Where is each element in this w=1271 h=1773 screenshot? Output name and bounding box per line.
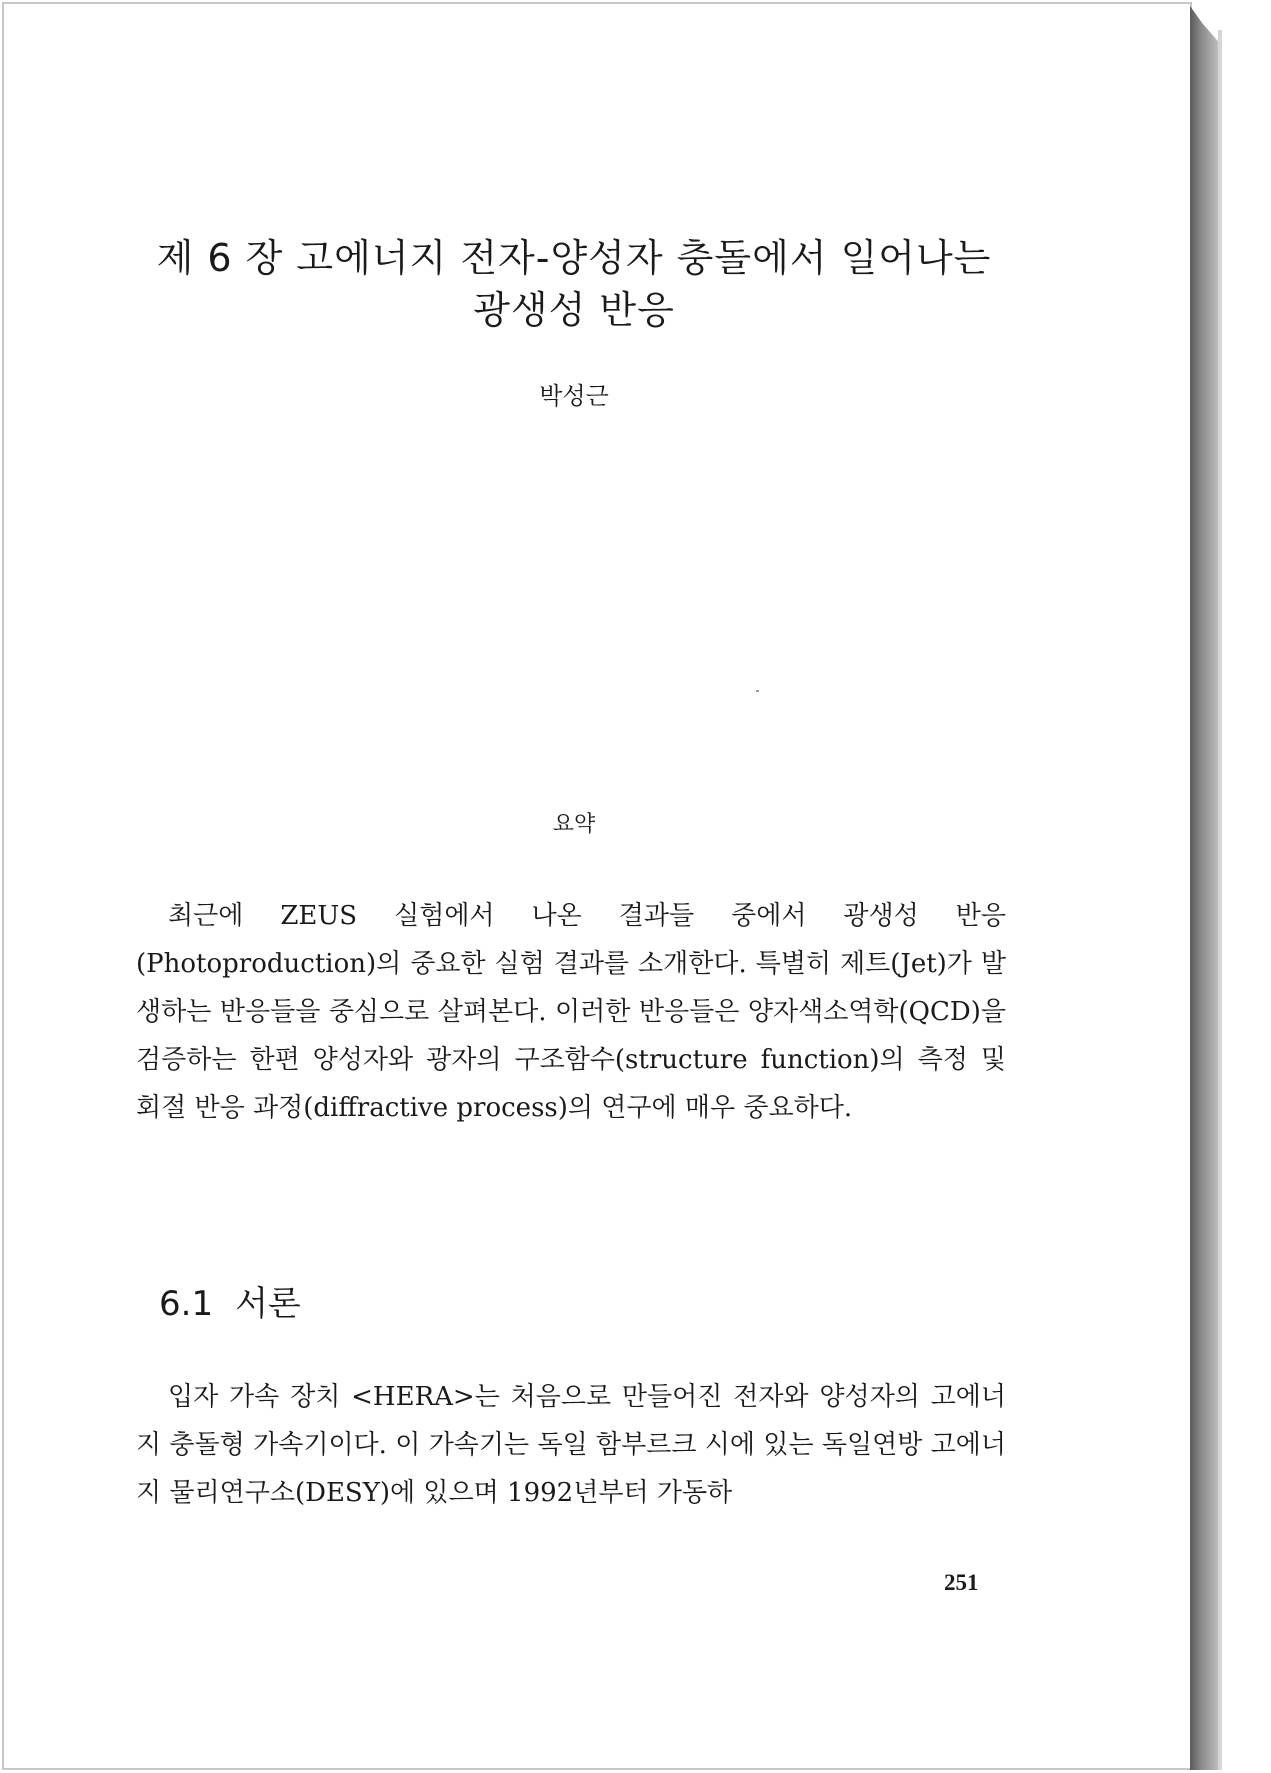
- scan-speck: [756, 690, 759, 692]
- chapter-title-line-1: 제 6 장 고에너지 전자-양성자 충돌에서 일어나는: [156, 236, 992, 280]
- page-number: 251: [944, 1570, 979, 1595]
- intro-paragraph: 입자 가속 장치 <HERA>는 처음으로 만들어진 전자와 양성자의 고에너지 충돌형 가속기이다. 이 가속기는 독일 함부르크 시에 있는 독일연방 고에너지 물리연구소(DESY)에 있으며 1992년부터 가동하: [136, 1382, 1006, 1508]
- abstract-paragraph: 최근에 ZEUS 실험에서 나온 결과들 중에서 광생성 반응(Photoproduction)의 중요한 실험 결과를 소개한다. 특별히 제트(Jet)가 발생하는 반응들을 중심으로 살펴본다. 이러한 반응들은 양자색소역학(QCD)을 검증하는 한편 양성자와 광자의 구조함수(structure function)의 측정 및 회절 반응 과정(diffractive process)의 연구에 매우 중요하다.: [136, 901, 1006, 1123]
- chapter-title-line-2: 광생성 반응: [473, 288, 675, 332]
- page-edge-shadow: [1190, 6, 1218, 1770]
- book-page: [2, 2, 1192, 1770]
- section-title: 서론: [235, 1284, 301, 1324]
- page-edge-highlight: [1218, 30, 1222, 1770]
- abstract-heading: 요약: [552, 812, 596, 837]
- section-heading: [159, 1276, 301, 1325]
- chapter-title: [134, 232, 1014, 336]
- section-number: 6.1: [159, 1284, 214, 1324]
- author-name: 박성근: [539, 382, 609, 410]
